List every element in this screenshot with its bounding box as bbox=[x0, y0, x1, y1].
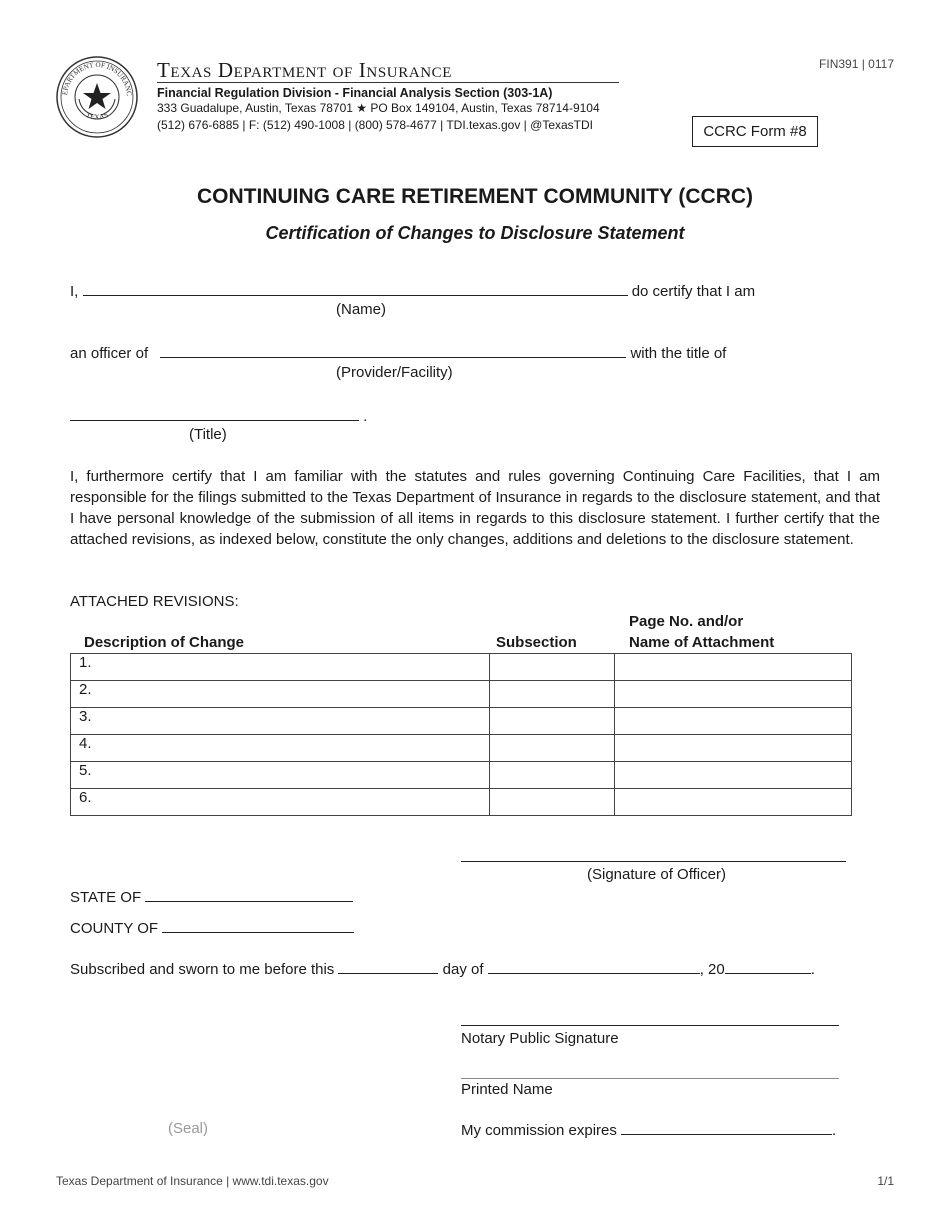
page-cell[interactable] bbox=[615, 735, 852, 762]
sworn-day-field[interactable] bbox=[338, 959, 438, 974]
form-label-box: CCRC Form #8 bbox=[692, 116, 818, 147]
cert-line-1-suffix: do certify that I am bbox=[631, 283, 756, 300]
address-line: 333 Guadalupe, Austin, Texas 78701 ★ PO Box 149104, Austin, Texas 78714-9104 bbox=[157, 101, 600, 115]
svg-text:DEPARTMENT OF INSURANCE bbox=[55, 55, 133, 97]
cert-line-2-prefix: an officer of bbox=[70, 345, 149, 362]
description-cell[interactable]: 1. bbox=[71, 654, 490, 681]
commission-field[interactable] bbox=[621, 1120, 832, 1135]
description-cell[interactable]: 6. bbox=[71, 789, 490, 816]
svg-text:TEXAS bbox=[85, 110, 110, 121]
subsection-cell[interactable] bbox=[490, 681, 615, 708]
revisions-table bbox=[70, 653, 852, 816]
table-row bbox=[71, 789, 852, 816]
contact-line: (512) 676-6885 | F: (512) 490-1008 | (800) 578-4677 | TDI.texas.gov | @TexasTDI bbox=[157, 118, 593, 132]
seal-placeholder: (Seal) bbox=[168, 1120, 209, 1137]
sworn-row bbox=[70, 959, 815, 979]
cert-line-3-suffix: . bbox=[363, 408, 368, 425]
agency-name: Texas Department of Insurance bbox=[157, 58, 453, 82]
certification-paragraph: I, furthermore certify that I am familiar with the statutes and rules governing Continuing Care Facilities, that I am responsible for the filings submitted to the Texas Department of Insurance in regards to the disclosure statement, and that I have personal knowledge of the submission of all items in regards to this disclosure statement. I further certify that the attached revisions, as indexed below, constitute the only changes, additions and deletions to the disclosure statement. bbox=[70, 468, 880, 548]
table-row bbox=[71, 708, 852, 735]
table-row bbox=[71, 762, 852, 789]
title-caption: (Title) bbox=[189, 426, 227, 443]
page-cell[interactable] bbox=[615, 708, 852, 735]
printed-name-caption: Printed Name bbox=[461, 1081, 553, 1098]
table-row bbox=[71, 681, 852, 708]
col-page-header-line1: Page No. and/or bbox=[629, 613, 744, 630]
page-subtitle: Certification of Changes to Disclosure Statement bbox=[265, 223, 685, 243]
notary-signature-line[interactable] bbox=[461, 1025, 839, 1026]
printed-name-line[interactable] bbox=[461, 1078, 839, 1079]
form-number: FIN391 | 0117 bbox=[819, 57, 894, 71]
county-row bbox=[70, 918, 354, 938]
col-subsection-header: Subsection bbox=[496, 634, 577, 651]
subsection-cell[interactable] bbox=[490, 735, 615, 762]
description-cell[interactable]: 3. bbox=[71, 708, 490, 735]
officer-signature-caption: (Signature of Officer) bbox=[587, 866, 726, 883]
cert-line-2-suffix: with the title of bbox=[630, 345, 727, 362]
col-description-header: Description of Change bbox=[84, 634, 245, 651]
state-field[interactable] bbox=[145, 887, 353, 902]
subsection-cell[interactable] bbox=[490, 762, 615, 789]
sworn-prefix: Subscribed and sworn to me before this bbox=[70, 961, 335, 978]
col-page-header-line2: Name of Attachment bbox=[629, 634, 775, 651]
subsection-cell[interactable] bbox=[490, 708, 615, 735]
year-prefix: , 20 bbox=[699, 961, 725, 978]
name-caption: (Name) bbox=[336, 301, 387, 318]
commission-label: My commission expires bbox=[461, 1122, 617, 1139]
page-cell[interactable] bbox=[615, 789, 852, 816]
cert-line-1-prefix: I, bbox=[70, 283, 79, 300]
county-label: COUNTY OF bbox=[70, 920, 159, 937]
footer-left: Texas Department of Insurance | www.tdi.texas.gov bbox=[56, 1174, 329, 1188]
commission-period: . bbox=[832, 1122, 837, 1139]
title-field[interactable] bbox=[70, 406, 359, 421]
provider-caption: (Provider/Facility) bbox=[336, 364, 453, 381]
page-number: 1/1 bbox=[877, 1174, 894, 1188]
tdi-seal-logo bbox=[55, 55, 139, 139]
cert-line-3 bbox=[70, 406, 367, 426]
subsection-cell[interactable] bbox=[490, 789, 615, 816]
division-line: Financial Regulation Division - Financial Analysis Section (303-1A) bbox=[157, 86, 553, 100]
header-rule bbox=[157, 82, 619, 83]
sworn-month-field[interactable] bbox=[488, 959, 700, 974]
page-title: CONTINUING CARE RETIREMENT COMMUNITY (CCRC) bbox=[196, 185, 754, 208]
day-of-label: day of bbox=[442, 961, 484, 978]
revisions-heading: ATTACHED REVISIONS: bbox=[70, 593, 239, 610]
table-row bbox=[71, 654, 852, 681]
description-cell[interactable]: 4. bbox=[71, 735, 490, 762]
name-field[interactable] bbox=[83, 281, 628, 296]
table-row bbox=[71, 735, 852, 762]
cert-line-2 bbox=[70, 343, 726, 363]
commission-row bbox=[461, 1120, 836, 1140]
officer-signature-line[interactable] bbox=[461, 861, 846, 862]
provider-field[interactable] bbox=[160, 343, 626, 358]
page-cell[interactable] bbox=[615, 681, 852, 708]
page-cell[interactable] bbox=[615, 762, 852, 789]
county-field[interactable] bbox=[162, 918, 354, 933]
subsection-cell[interactable] bbox=[490, 654, 615, 681]
sworn-year-field[interactable] bbox=[725, 959, 811, 974]
seal-top-text: EPARTMENT OF INSURANC bbox=[61, 60, 134, 97]
description-cell[interactable]: 2. bbox=[71, 681, 490, 708]
sworn-period: . bbox=[810, 961, 815, 978]
state-label: STATE OF bbox=[70, 889, 142, 906]
seal-bottom-text: TEXAS bbox=[84, 110, 110, 122]
state-row bbox=[70, 887, 353, 907]
description-cell[interactable]: 5. bbox=[71, 762, 490, 789]
cert-line-1 bbox=[70, 281, 755, 301]
page-cell[interactable] bbox=[615, 654, 852, 681]
notary-signature-caption: Notary Public Signature bbox=[461, 1030, 619, 1047]
